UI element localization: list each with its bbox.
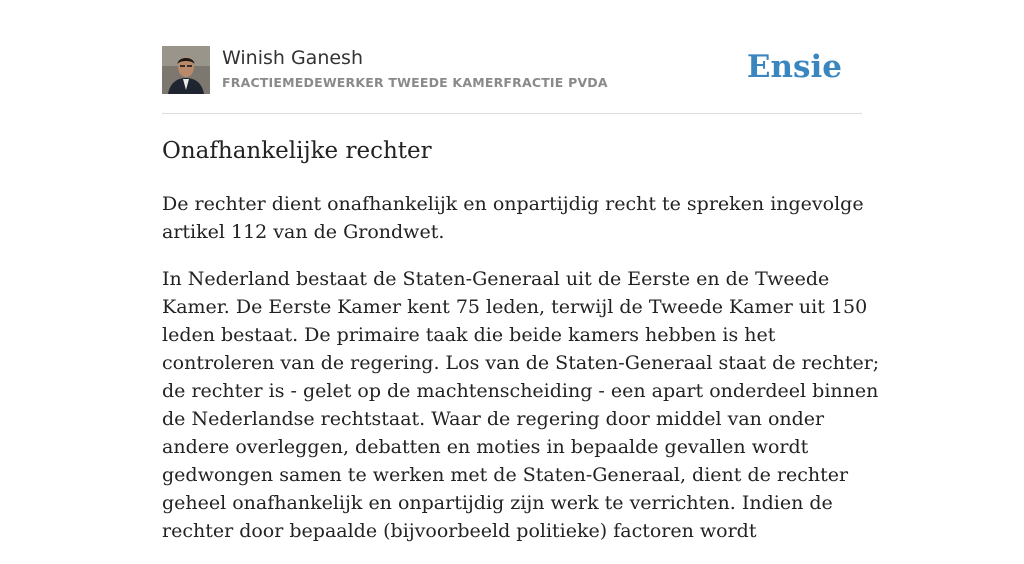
avatar[interactable]	[162, 46, 210, 94]
author-role: FRACTIEMEDEWERKER TWEEDE KAMERFRACTIE PVDA	[222, 75, 608, 90]
article-title: Onafhankelijke rechter	[162, 138, 432, 164]
author-name[interactable]: Winish Ganesh	[222, 47, 363, 69]
article-paragraph: In Nederland bestaat de Staten-Generaal uit de Eerste en de Tweede Kamer. De Eerste Kamer kent 75 leden, terwijl de Tweede Kamer uit 150 leden bestaat. De primaire taak die beide kamers hebben is het controleren van de regering. Los van de Staten-Generaal staat de rechter; de rechter is - gelet op de machtenscheiding - een apart onderdeel binnen de Nederlandse rechtstaat. Waar de regering door middel van onder andere overleggen, debatten en moties in bepaalde gevallen wordt gedwongen samen te werken met de Staten-Generaal, dient de rechter geheel onafhankelijk en onpartijdig zijn werk te verrichten. Indien de rechter door bepaalde (bijvoorbeeld politieke) factoren wordt	[162, 268, 880, 542]
brand-logo[interactable]: Ensie	[746, 49, 842, 85]
avatar-portrait-icon	[162, 46, 210, 94]
article-body	[162, 190, 882, 564]
author-header	[162, 46, 862, 114]
article-paragraph: De rechter dient onafhankelijk en onpartijdig recht te spreken ingevolge artikel 112 van de Grondwet.	[162, 193, 864, 243]
